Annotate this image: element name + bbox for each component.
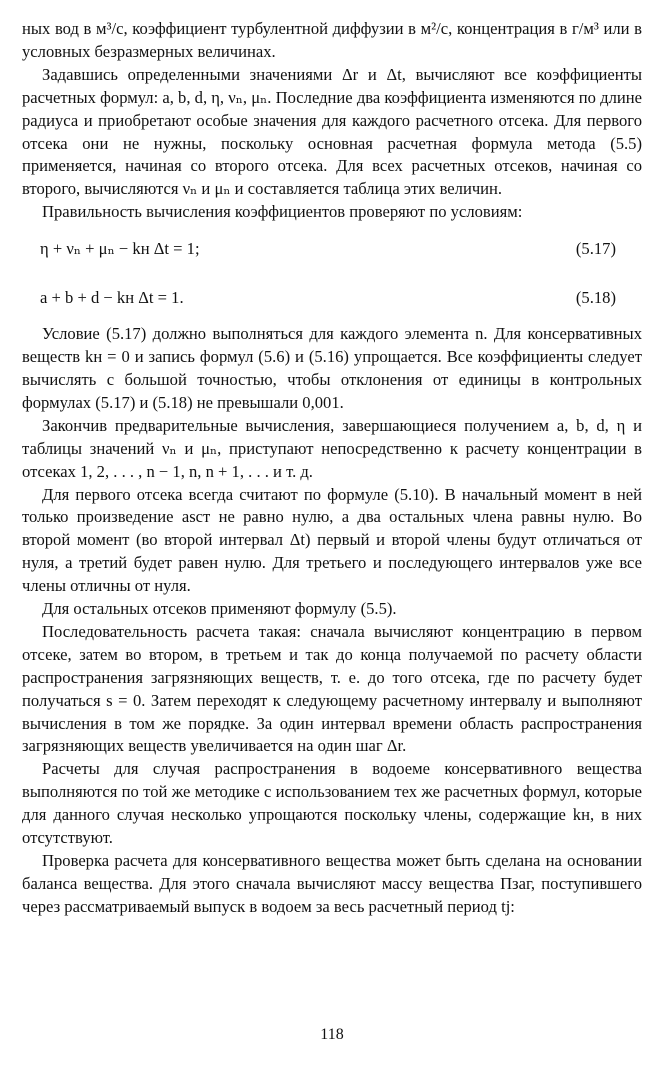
paragraph-balance: Проверка расчета для консервативного вещества может быть сделана на основании баланса вещества. Для этого сначала вычисляют массу вещества Пзаг, поступившего через рассматриваемый выпуск в водоем за весь расчетный период tj: (22, 851, 642, 916)
paragraph-conservative: Расчеты для случая распространения в водоеме консервативного вещества выполняются по той же методике с использованием тех же расчетных формул, которые для данного случая несколько упрощаются поскольку члены, содержащие kн, в них отсутствуют. (22, 759, 642, 848)
paragraph-units: ных вод в м³/с, коэффициент турбулентной диффузии в м²/с, концентрация в г/м³ или в условных безразмерных величинах. (22, 19, 642, 61)
formula-5-17-number: (5.17) (575, 239, 616, 259)
formula-5-17 (22, 238, 642, 260)
page-number: 118 (320, 1026, 344, 1043)
paragraph-check-intro: Правильность вычисления коэффициентов проверяют по условиям: (42, 202, 523, 222)
formula-5-18-expression: a + b + d − kн Δt = 1. (40, 288, 184, 308)
paragraph-sequence: Последовательность расчета такая: сначала вычисляют концентрацию в первом отсеке, затем во втором, в третьем и так до конца получаемой по расчету области распространения загрязняющих веществ, т. е. до того отсека, где по расчету будет получаться s = 0. Затем переходят к следующему расчетному интервалу и выполняют вычисления в том же порядке. За один интервал времени область распространения загрязняющих веществ увеличивается на один шаг Δr. (22, 621, 642, 756)
paragraph-other-compartments: Для остальных отсеков применяют формулу (5.5). (42, 599, 397, 619)
paragraph-first-compartment: Для первого отсека всегда считают по формуле (5.10). В начальный момент в ней только произведение asст не равно нулю, а два остальных члена равны нулю. Во второй момент (во второй интервал Δt) первый и второй члены будут отличаться от нуля, а третий будет равен нулю. Для третьего и последующего интервалов уже все члены отличны от нуля. (22, 484, 642, 596)
paragraph-condition: Условие (5.17) должно выполняться для каждого элемента n. Для консервативных веществ kн = 0 и запись формул (5.6) и (5.16) упрощается. Все коэффициенты следует вычислять с большой точностью, чтобы отклонения от единицы в контрольных формулах (5.17) и (5.18) не превышали 0,001. (22, 324, 642, 412)
formula-5-17-expression: η + νₙ + μₙ − kн Δt = 1; (40, 239, 200, 259)
paragraph-coefficients: Задавшись определенными значениями Δr и Δt, вычисляют все коэффициенты расчетных формул: a, b, d, η, νₙ, μₙ. Последние два коэффициента изменяются по длине радиуса и приобретают особые значения для каждого расчетного отсека. Для первого отсека они не нужны, поскольку основная расчетная формула метода (5.5) применяется, начиная со второго отсека. Для всех расчетных отсеков, начиная со второго, вычисляются νₙ и μₙ и составляется таблица этих величин. (22, 64, 642, 199)
formula-5-18-number: (5.18) (575, 288, 616, 308)
formula-5-18 (22, 287, 642, 309)
paragraph-finish-preliminary: Закончив предварительные вычисления, завершающиеся получением a, b, d, η и таблицы значений νₙ и μₙ, приступают непосредственно к расчету концентрации в отсеках 1, 2, . . . , n − 1, n, n + 1, . . . и т. д. (22, 415, 642, 481)
